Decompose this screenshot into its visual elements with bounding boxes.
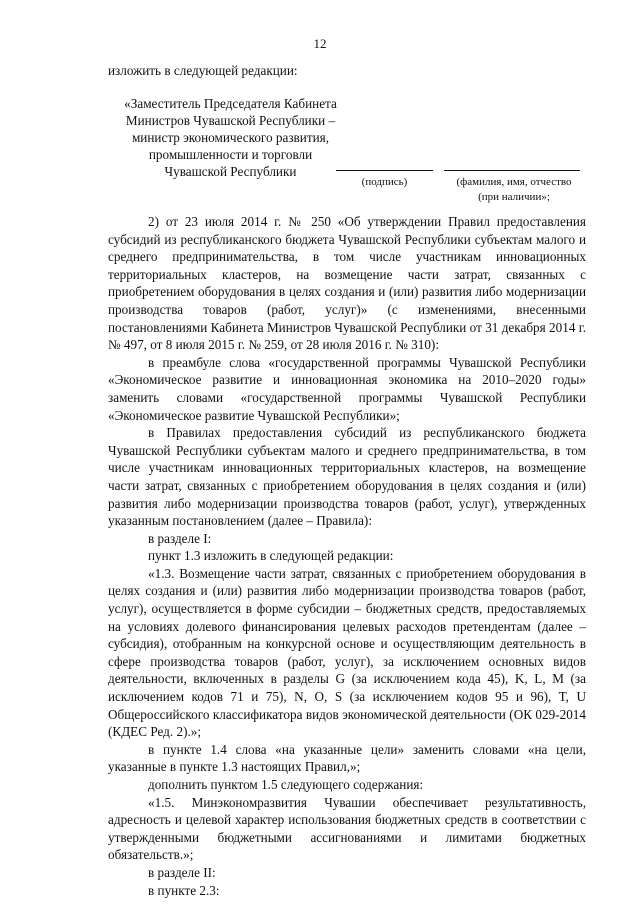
paragraph: «1.3. Возмещение части затрат, связанных с приобретением оборудования в целях создания и (или) развития либо модернизации производства товаров (работ, услуг), осуществляется в форме субсидии – бюджетных средств, предоставляемых на условиях долевого финансирования целевых расходов претендентам (далее – субсидия), отобранным на конкурсной основе и осуществляющим деятельность в сфере производства товаров (работ, услуг), за исключением основных видов деятельности, включенных в разделы G (за исключением кода 45), K, L, M (за исключением кодов 71 и 75), N, O, S (за исключением кодов 95 и 96), T, U Общероссийского классификатора видов экономической деятельности (ОК 029-2014 (КДЕС Ред. 2).»; [108, 565, 586, 740]
name-caption-line: (фамилия, имя, отчество [456, 176, 572, 188]
signature-line [336, 170, 433, 171]
paragraph: в преамбуле слова «государственной программы Чувашской Республики «Экономическое развитие и инновационная экономика на 2010–2020 годы» заменить словами «государственной программы Чувашской Республики «Экономическое развитие Чувашской Республики»; [108, 354, 586, 423]
paragraph: в пункте 1.4 слова «на указанные цели» заменить словами «на цели, указанные в пункте 1.3 настоящих Правил,»; [108, 741, 586, 775]
signature-position-line: «Заместитель Председателя Кабинета [124, 96, 337, 111]
page-number: 12 [313, 36, 327, 51]
paragraph: в Правилах предоставления субсидий из республиканского бюджета Чувашской Республики субъектам малого и среднего предпринимательства, в том числе участникам инновационных территориальных кластеров, на возмещение части затрат, связанных с приобретением оборудования в целях создания и (или) развития либо модернизации производства товаров (работ, услуг), утвержденных указанным постановлением (далее – Правила): [108, 425, 586, 529]
signature-position-line: Министров Чувашской Республики – [125, 113, 336, 128]
paragraph: в пункте 2.3: [148, 882, 220, 898]
paragraph: в разделе I: [148, 530, 212, 546]
signature-caption: (подпись) [361, 176, 408, 188]
paragraph: дополнить пунктом 1.5 следующего содержания: [148, 777, 424, 792]
signature-position-line: промышленности и торговли [148, 147, 313, 162]
paragraph: «1.5. Минэкономразвития Чувашии обеспечивает результативность, адресность и целевой характер использования бюджетных средств в соответствии с утвержденными бюджетными ассигнованиями и лимитами бюджетных обязательств.»; [108, 794, 586, 863]
paragraph: в разделе II: [148, 864, 216, 880]
intro-line: изложить в следующей редакции: [108, 63, 298, 78]
signature-position-line: министр экономического развития, [131, 130, 330, 145]
name-line [444, 170, 580, 171]
name-caption [444, 175, 584, 205]
signature-position-block [108, 95, 353, 180]
signature-position-line: Чувашской Республики [164, 164, 297, 179]
document-body [108, 213, 586, 899]
paragraph: пункт 1.3 изложить в следующей редакции: [148, 548, 394, 564]
paragraph: 2) от 23 июля 2014 г. № 250 «Об утверждении Правил предоставления субсидий из республиканского бюджета Чувашской Республики субъектам малого и среднего предпринимательства, в том числе участникам инновационных территориальных кластеров, на возмещение части затрат, связанных с приобретением оборудования в целях создания и (или) развития либо модернизации производства товаров (работ, услуг)» (с изменениями, внесенными постановлениями Кабинета Министров Чувашской Республики от 31 декабря 2014 г. № 497, от 8 июля 2015 г. № 259, от 28 июля 2016 г. № 310): [108, 214, 586, 353]
name-caption-line: (при наличии»; [478, 191, 550, 203]
